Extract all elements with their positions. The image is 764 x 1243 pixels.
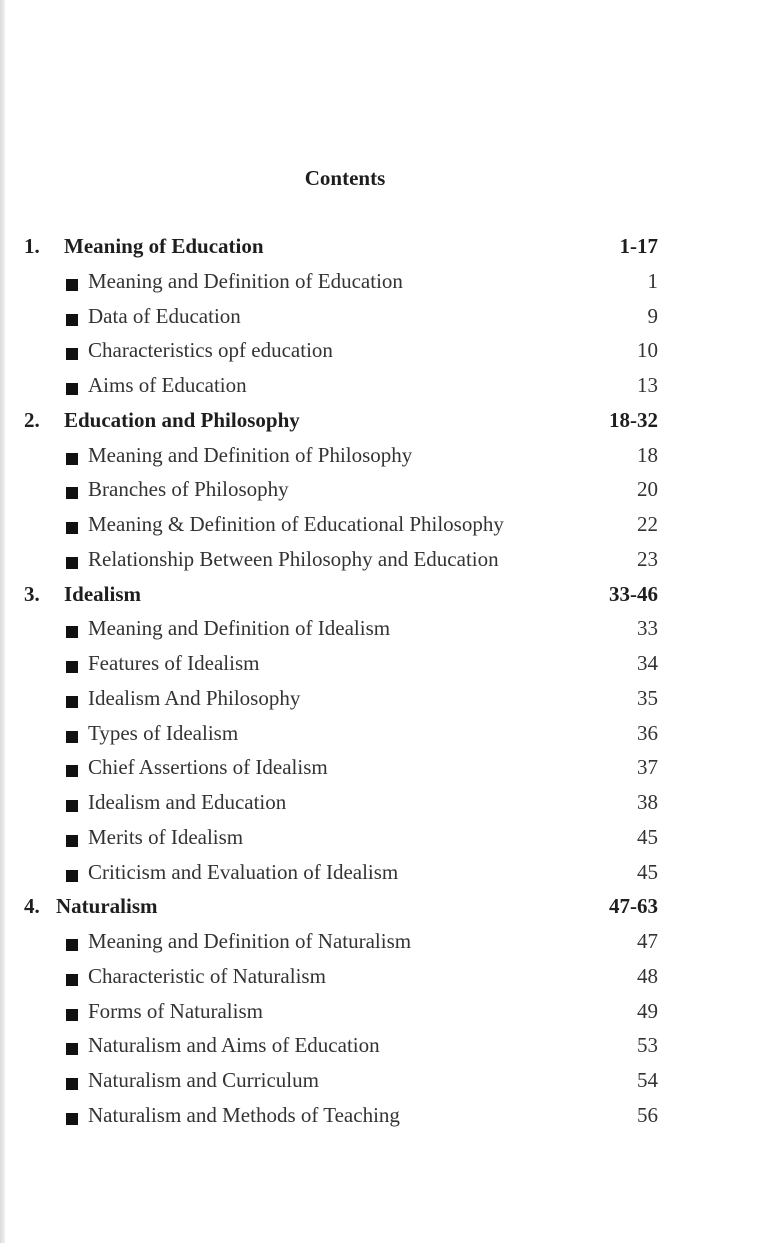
toc-entry[interactable]: [0, 438, 764, 472]
toc-entry-label: Naturalism and Aims of Education: [88, 1033, 380, 1058]
toc-entry-page: 53: [637, 1033, 658, 1058]
square-bullet-icon: [66, 487, 78, 499]
chapter-number: 3.: [24, 581, 40, 606]
toc-entry[interactable]: [0, 924, 764, 958]
toc-entry-label: Aims of Education: [88, 373, 247, 397]
toc-entry-page: 47: [637, 929, 658, 953]
toc-entry[interactable]: [0, 368, 764, 402]
toc-entry[interactable]: [0, 681, 764, 715]
toc-entry[interactable]: [0, 333, 764, 367]
toc-entry-page: 49: [637, 998, 658, 1023]
toc-entry[interactable]: [0, 646, 764, 680]
toc-entry-page: 38: [637, 790, 658, 814]
toc-entry-page: 33: [637, 616, 658, 641]
toc-entry-label: Merits of Idealism: [88, 824, 244, 849]
toc-entry-page: 20: [637, 477, 658, 502]
toc-entry-page: 23: [637, 546, 658, 571]
chapter-title: Meaning of Education: [64, 234, 264, 258]
toc-entry-label: Naturalism and Curriculum: [88, 1068, 319, 1092]
toc-entry-page: 18: [637, 442, 658, 467]
square-bullet-icon: [66, 870, 78, 882]
toc-entry[interactable]: [0, 264, 764, 298]
toc-entry-label: Data of Education: [88, 303, 241, 328]
square-bullet-icon: [66, 279, 78, 291]
toc-entry-label: Chief Assertions of Idealism: [88, 755, 328, 780]
square-bullet-icon: [66, 626, 78, 638]
square-bullet-icon: [66, 1009, 78, 1021]
toc-entry-label: Relationship Between Philosophy and Education: [88, 546, 499, 571]
square-bullet-icon: [66, 314, 78, 326]
toc-entry[interactable]: [0, 1063, 764, 1097]
toc-entry-label: Meaning and Definition of Philosophy: [88, 442, 413, 467]
toc-entry-page: 48: [637, 963, 658, 988]
toc-entry-page: 54: [637, 1068, 658, 1092]
chapter-page-range: 33-46: [609, 581, 658, 606]
toc-entry-page: 34: [637, 651, 658, 675]
toc-entry-page: 45: [637, 824, 658, 849]
toc-entry[interactable]: [0, 855, 764, 889]
toc-entry-page: 37: [637, 755, 658, 780]
chapter-page-range: 1-17: [619, 234, 658, 258]
toc-entry[interactable]: [0, 716, 764, 750]
chapter-title: Education and Philosophy: [64, 407, 300, 432]
toc-entry-label: Criticism and Evaluation of Idealism: [88, 859, 399, 884]
toc-entry-label: Features of Idealism: [88, 651, 260, 675]
square-bullet-icon: [66, 661, 78, 673]
toc-entry-label: Idealism And Philosophy: [88, 685, 301, 710]
chapter-page-range: 18-32: [609, 407, 658, 432]
toc-entry-page: 45: [637, 859, 658, 884]
toc-entry[interactable]: [0, 820, 764, 854]
toc-entry[interactable]: [0, 750, 764, 784]
chapter-title: Idealism: [64, 581, 142, 606]
square-bullet-icon: [66, 765, 78, 777]
toc-entry-page: 35: [637, 685, 658, 710]
toc-entry-page: 10: [637, 338, 658, 363]
chapter-row[interactable]: [0, 229, 764, 263]
chapter-title: Naturalism: [56, 894, 158, 919]
chapter-number: 1.: [24, 234, 40, 258]
chapter-row[interactable]: [0, 403, 764, 437]
toc-entry-label: Characteristics opf education: [88, 338, 333, 363]
toc-entry[interactable]: [0, 299, 764, 333]
square-bullet-icon: [66, 1078, 78, 1090]
square-bullet-icon: [66, 557, 78, 569]
toc-entry[interactable]: [0, 611, 764, 645]
toc-entry-label: Idealism and Education: [88, 790, 287, 814]
toc-entry[interactable]: [0, 1098, 764, 1132]
chapter-number: 2.: [24, 407, 40, 432]
toc-entry-label: Forms of Naturalism: [88, 998, 263, 1023]
toc-entry[interactable]: [0, 959, 764, 993]
toc-entry-page: 13: [637, 373, 658, 397]
chapter-row[interactable]: [0, 889, 764, 923]
toc-entry[interactable]: [0, 542, 764, 576]
toc-entry[interactable]: [0, 472, 764, 506]
square-bullet-icon: [66, 1113, 78, 1125]
square-bullet-icon: [66, 522, 78, 534]
square-bullet-icon: [66, 974, 78, 986]
toc-entry-label: Branches of Philosophy: [88, 477, 289, 502]
toc-entry-label: Naturalism and Methods of Teaching: [88, 1102, 400, 1127]
chapter-number: 4.: [24, 894, 40, 919]
toc-entry[interactable]: [0, 507, 764, 541]
chapter-row[interactable]: [0, 577, 764, 611]
square-bullet-icon: [66, 383, 78, 395]
square-bullet-icon: [66, 835, 78, 847]
toc-entry-page: 9: [647, 303, 658, 328]
toc-entry[interactable]: [0, 994, 764, 1028]
square-bullet-icon: [66, 348, 78, 360]
toc-entry-page: 1: [647, 268, 658, 293]
toc-entry-label: Meaning & Definition of Educational Philosophy: [88, 512, 504, 536]
square-bullet-icon: [66, 453, 78, 465]
toc-entry-page: 36: [637, 720, 658, 745]
square-bullet-icon: [66, 1043, 78, 1055]
page-title: Contents: [304, 166, 386, 190]
toc-entry-page: 22: [637, 512, 658, 536]
toc-entry-label: Meaning and Definition of Education: [88, 268, 403, 293]
toc-entry-label: Meaning and Definition of Naturalism: [88, 929, 412, 953]
square-bullet-icon: [66, 939, 78, 951]
square-bullet-icon: [66, 696, 78, 708]
toc-entry-page: 56: [637, 1102, 658, 1127]
toc-entry-label: Characteristic of Naturalism: [88, 963, 326, 988]
square-bullet-icon: [66, 731, 78, 743]
toc-entry-label: Types of Idealism: [88, 720, 239, 745]
toc-entry[interactable]: [0, 785, 764, 819]
toc-entry-label: Meaning and Definition of Idealism: [88, 616, 391, 641]
chapter-page-range: 47-63: [609, 894, 658, 919]
square-bullet-icon: [66, 800, 78, 812]
toc-entry[interactable]: [0, 1028, 764, 1062]
